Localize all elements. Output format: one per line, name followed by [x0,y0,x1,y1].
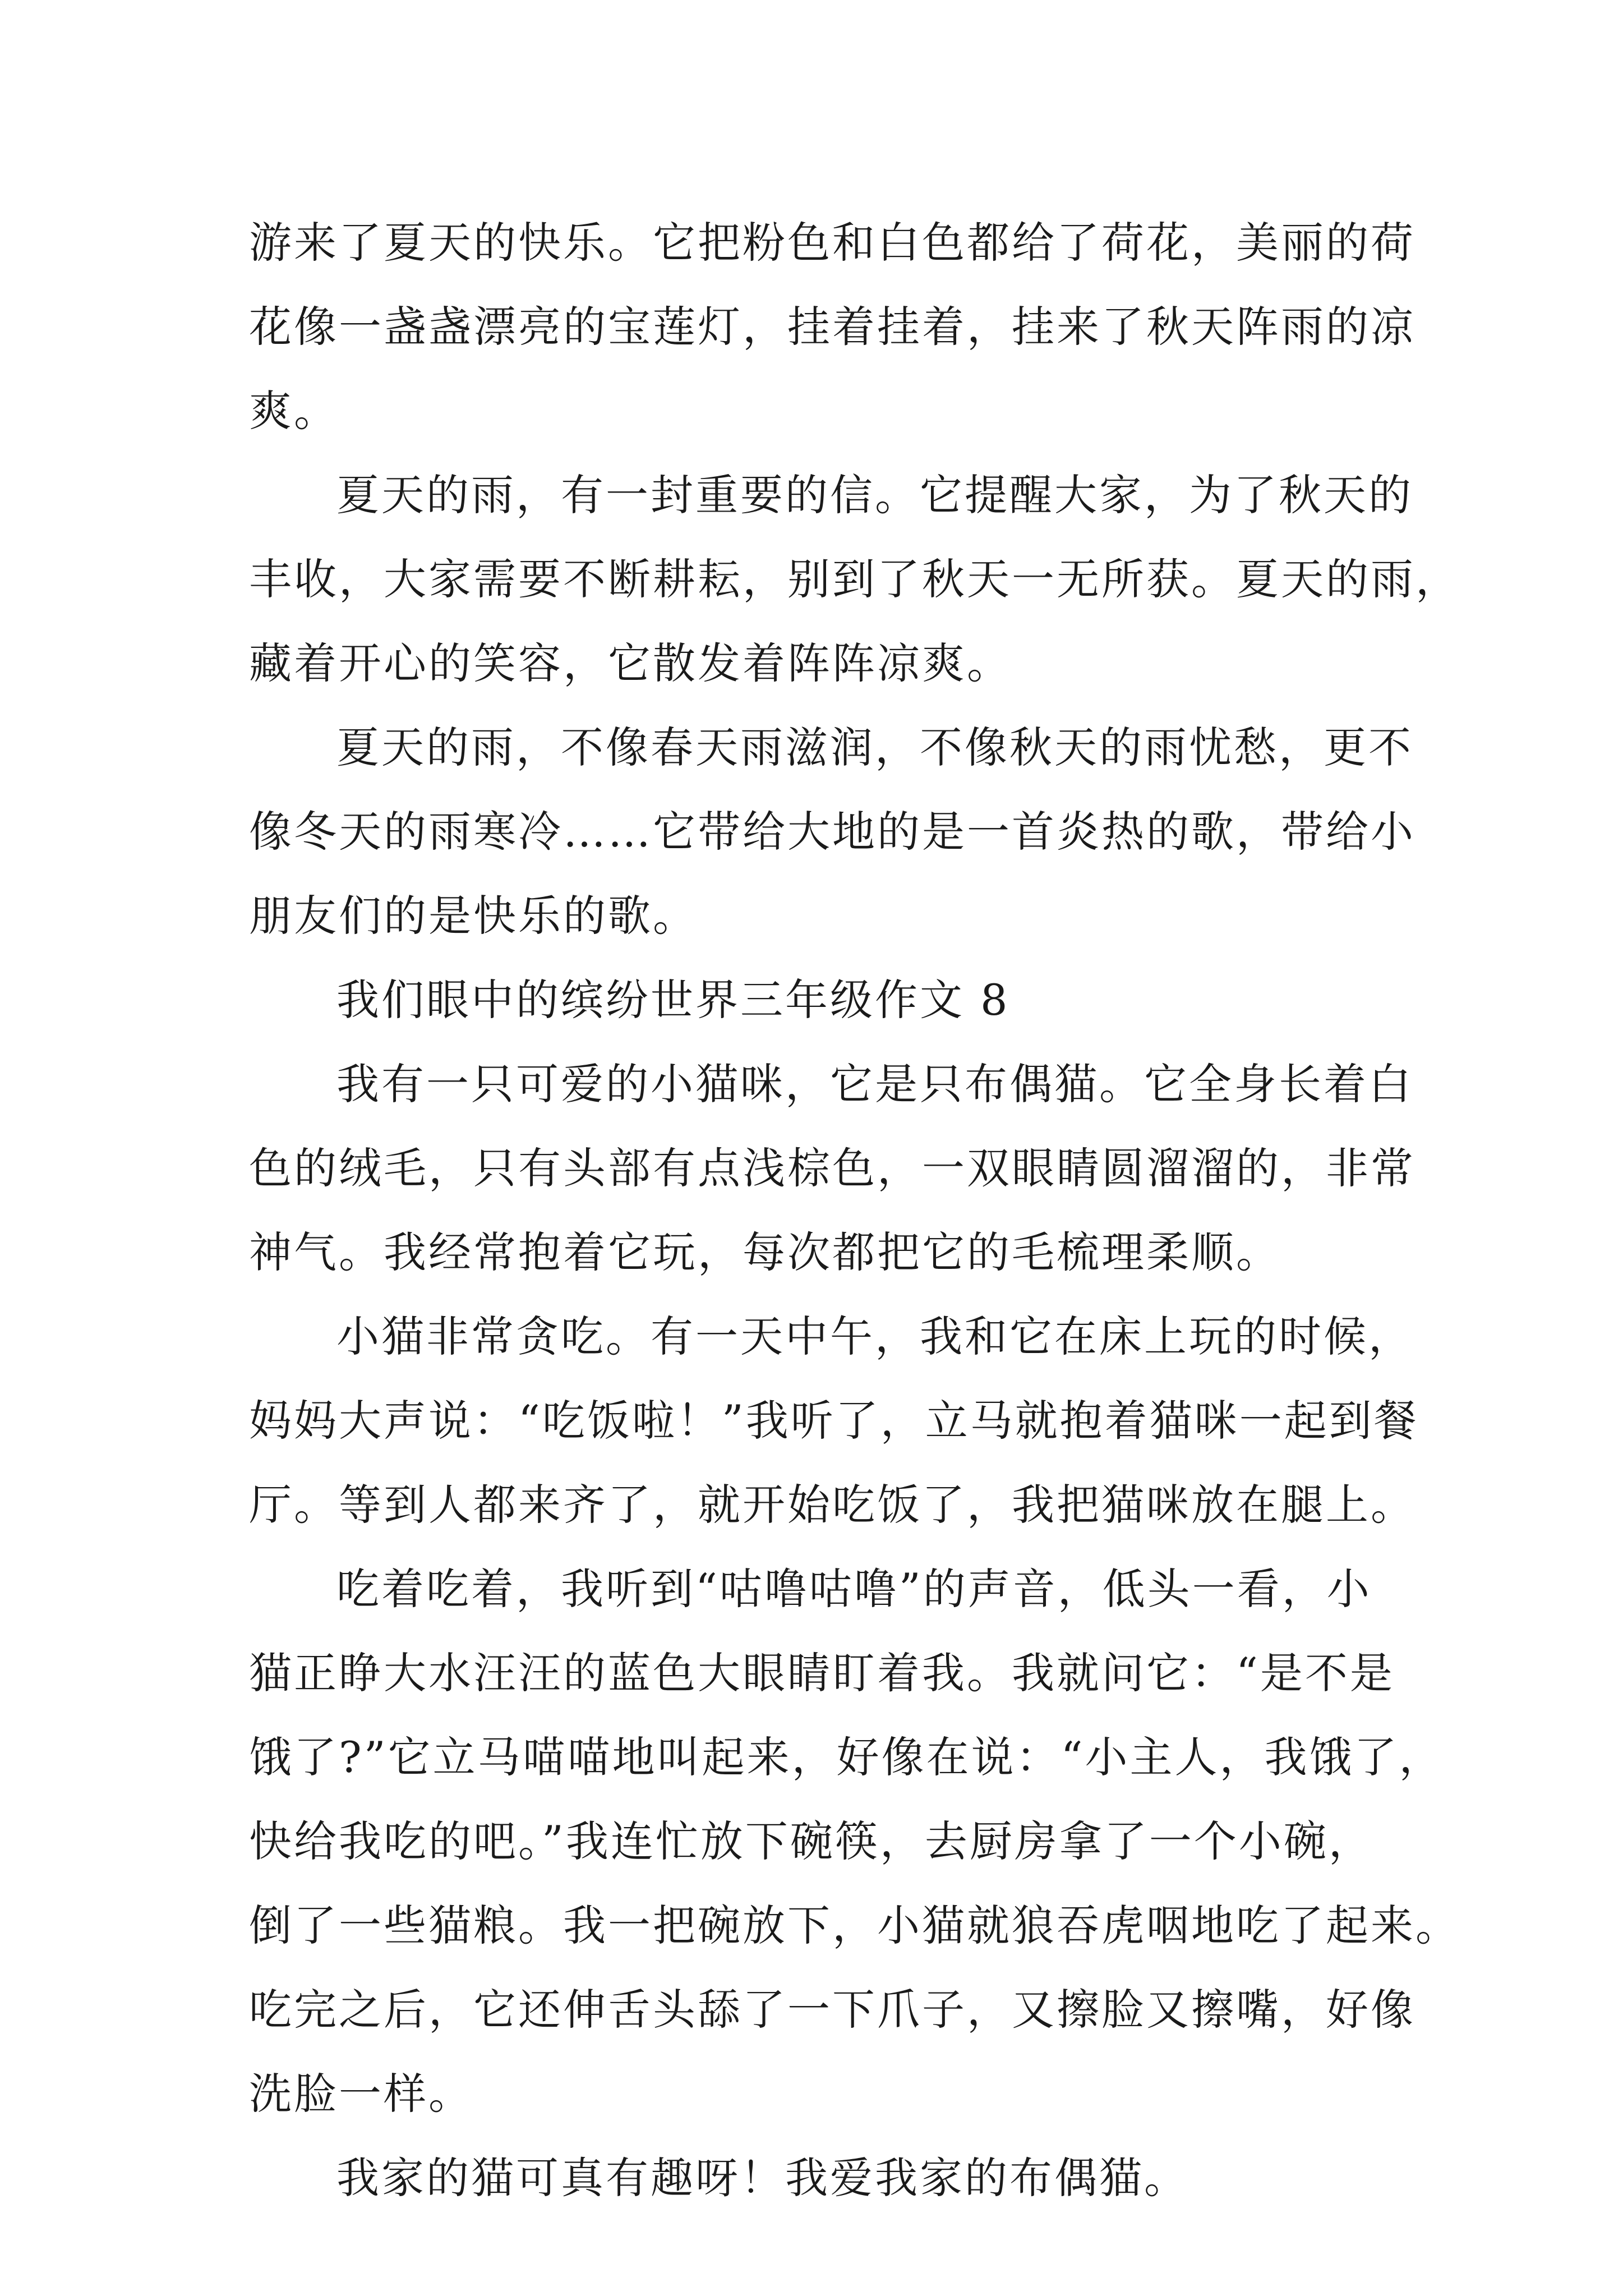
text-line-17: 吃着吃着，我听到“咕噜咕噜”的声音，低头一看，小 [336,1564,1372,1614]
text-line-20: 快给我吃的吧。”我连忙放下碗筷，去厨房拿了一个小碗， [249,1816,1373,1866]
text-line-19: 饿了?”它立马喵喵地叫起来，好像在说：“小主人，我饿了， [249,1732,1444,1782]
text-line-9: 朋友们的是快乐的歌。 [249,891,698,941]
text-line-2: 花像一盏盏漂亮的宝莲灯，挂着挂着，挂来了秋天阵雨的凉 [249,302,1415,352]
text-line-16: 厅。等到人都来齐了，就开始吃饭了，我把猫咪放在腿上。 [249,1480,1415,1530]
text-line-6: 藏着开心的笑容，它散发着阵阵凉爽。 [249,638,1012,688]
text-line-1: 游来了夏天的快乐。它把粉色和白色都给了荷花，美丽的荷 [249,218,1415,268]
text-line-18: 猫正睁大水汪汪的蓝色大眼睛盯着我。我就问它：“是不是 [249,1648,1395,1698]
text-line-14: 小猫非常贪吃。有一天中午，我和它在床上玩的时候， [336,1312,1413,1361]
text-line-7: 夏天的雨，不像春天雨滋润，不像秋天的雨忧愁，更不 [336,723,1413,772]
text-line-24: 我家的猫可真有趣呀！我爱我家的布偶猫。 [336,2153,1189,2203]
text-line-21: 倒了一些猫粮。我一把碗放下，小猫就狼吞虎咽地吃了起来。 [249,1901,1460,1950]
text-line-12: 色的绒毛，只有头部有点浅棕色，一双眼睛圆溜溜的，非常 [249,1143,1415,1193]
text-line-23: 洗脸一样。 [249,2069,473,2119]
section-heading: 我们眼中的缤纷世界三年级作文 8 [336,975,1010,1025]
text-line-13: 神气。我经常抱着它玩，每次都把它的毛梳理柔顺。 [249,1227,1281,1277]
text-line-5: 丰收，大家需要不断耕耘，别到了秋天一无所获。夏天的雨， [249,554,1460,604]
text-line-3: 爽。 [249,386,339,436]
text-line-11: 我有一只可爱的小猫咪，它是只布偶猫。它全身长着白 [336,1059,1413,1109]
text-line-8: 像冬天的雨寒冷……它带给大地的是一首炎热的歌，带给小 [249,807,1415,857]
text-line-22: 吃完之后，它还伸舌头舔了一下爪子，又擦脸又擦嘴，好像 [249,1985,1415,2035]
text-line-15: 妈妈大声说：“吃饭啦！”我听了，立马就抱着猫咪一起到餐 [249,1396,1419,1446]
text-line-4: 夏天的雨，有一封重要的信。它提醒大家，为了秋天的 [336,470,1413,520]
essay-text [249,201,1460,2220]
